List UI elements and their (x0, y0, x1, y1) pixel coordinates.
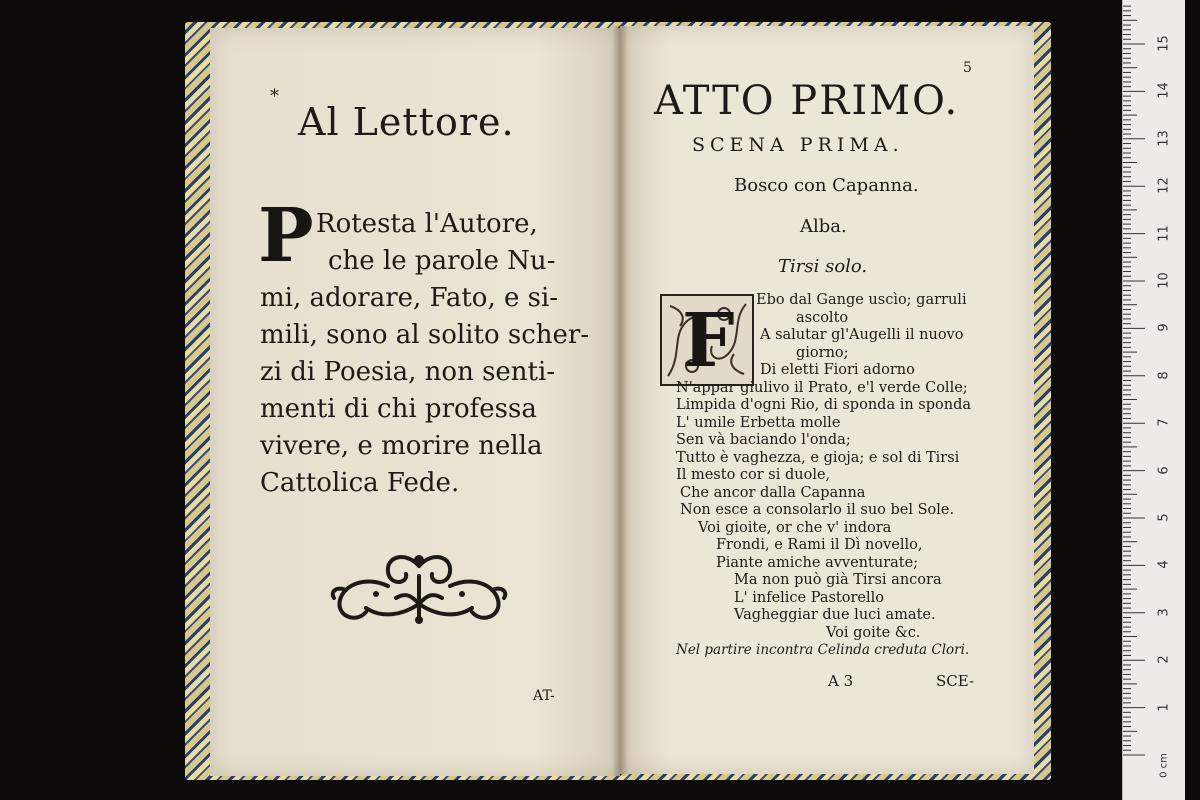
notice-line: Cattolica Fede. (260, 468, 460, 498)
verse-line: Voi gioite, or che v' indora (698, 520, 892, 536)
ruler-label: 11 (1156, 224, 1172, 242)
speaker-direction: Tirsi solo. (778, 256, 868, 277)
scene-time: Alba. (800, 216, 847, 237)
left-page-title: Al Lettore. (298, 100, 515, 144)
verse-line: Limpida d'ogni Rio, di sponda in sponda (676, 397, 971, 413)
verse-line: A salutar gl'Augelli il nuovo (760, 327, 964, 343)
left-catchword: AT- (533, 688, 555, 704)
ruler-label: 5 (1156, 513, 1172, 522)
verse-line: Piante amiche avventurate; (716, 555, 919, 571)
stage-direction: Nel partire incontra Celinda creduta Clori. (676, 642, 970, 658)
fleuron-ornament (326, 546, 512, 630)
verse-line: Vagheggiar due luci amate. (734, 607, 936, 623)
ruler-label: 4 (1156, 560, 1172, 570)
measuring-ruler (1122, 0, 1185, 800)
ruler-label: 6 (1156, 465, 1172, 475)
folio-number: 5 (963, 60, 972, 76)
verse-line: ascolto (796, 310, 849, 326)
ruler-label: 9 (1156, 323, 1172, 333)
ruler-label: 3 (1156, 608, 1172, 617)
ruler-label: 2 (1156, 655, 1172, 664)
ruler-unit-label: 0 cm (1158, 753, 1170, 778)
book-gutter (612, 26, 628, 776)
verse-line: Sen và baciando l'onda; (676, 432, 851, 448)
left-page-mark: * (270, 86, 279, 107)
notice-line: zi di Poesia, non senti- (260, 357, 556, 387)
right-catchword: SCE- (936, 672, 975, 690)
notice-line: menti di chi professa (260, 394, 537, 424)
ruler-label: 13 (1156, 130, 1172, 147)
verse-line: giorno; (796, 345, 849, 361)
scene-title: SCENA PRIMA. (692, 134, 904, 156)
notice-line: che le parole Nu- (328, 246, 556, 276)
verse-line: Ma non può già Tirsi ancora (734, 572, 942, 588)
initial-letter: F (682, 298, 735, 384)
verse-line: Che ancor dalla Capanna (680, 485, 866, 501)
notice-line: mili, sono al solito scher- (260, 320, 590, 350)
ruler-ticks (1123, 0, 1185, 800)
notice-dropcap: P (258, 193, 314, 279)
verse-line: Tutto è vaghezza, e gioja; e sol di Tirsi (676, 450, 960, 466)
ruler-label: 8 (1156, 371, 1172, 380)
verse-line: Il mesto cor si duole, (676, 467, 831, 483)
notice-line: Rotesta l'Autore, (316, 209, 538, 239)
ruler-label: 1 (1156, 702, 1172, 712)
notice-line: mi, adorare, Fato, e si- (260, 283, 559, 313)
verse-line: N'appar giulivo il Prato, e'l verde Colle; (676, 380, 968, 396)
act-title: ATTO PRIMO. (654, 78, 960, 124)
notice-line: vivere, e morire nella (260, 431, 543, 461)
scene-setting: Bosco con Capanna. (734, 175, 919, 196)
verse-line: Non esce a consolarlo il suo bel Sole. (680, 502, 955, 518)
ruler-label: 12 (1156, 177, 1172, 194)
ruler-label: 10 (1156, 272, 1172, 289)
verse-line: L' infelice Pastorello (734, 590, 884, 606)
ruler-label: 14 (1156, 82, 1172, 100)
signature-mark: A 3 (828, 672, 854, 690)
verse-line: Frondi, e Rami il Dì novello, (716, 537, 923, 553)
ruler-label: 15 (1156, 35, 1172, 52)
verse-line: L' umile Erbetta molle (676, 415, 841, 431)
verse-line: Ebo dal Gange uscìo; garruli (756, 292, 967, 308)
verse-line: Di eletti Fiori adorno (760, 362, 915, 378)
verse-line: Voi goite &c. (826, 625, 921, 641)
ruler-label: 7 (1156, 418, 1172, 427)
ornamental-initial (660, 294, 754, 386)
